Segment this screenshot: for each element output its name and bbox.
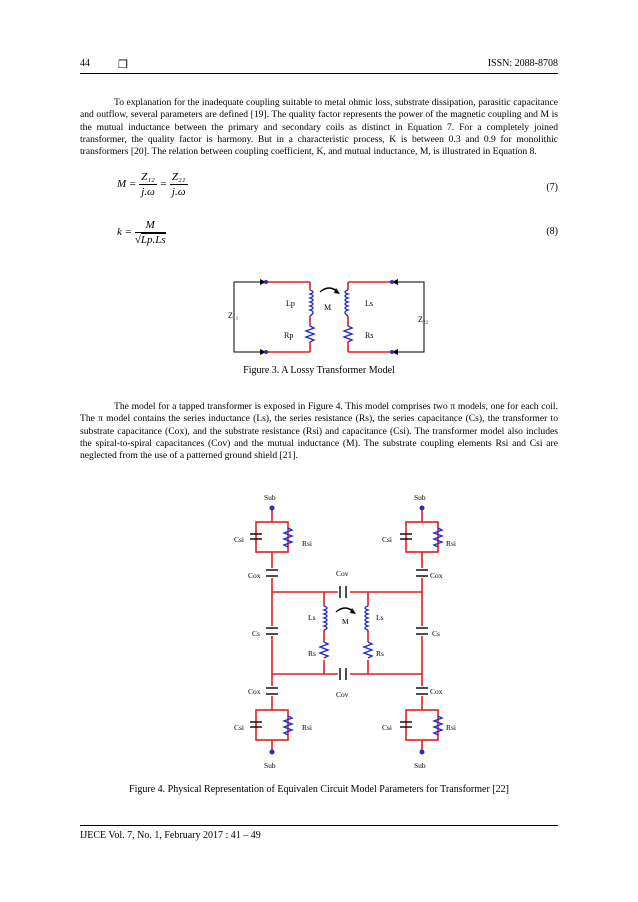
label-cs-left: Cs <box>252 629 260 638</box>
label-rsi-tr: Rsi <box>446 539 457 548</box>
equation-7: M = $\frac{\text{Z₁₂}}{j.\omega}$ = $\frac{\text{Z₂₁}}{j.\omega}$ <box>117 171 186 198</box>
label-cox-tr: Cox <box>430 571 443 580</box>
label-rs: Rs <box>365 331 374 340</box>
figure-3-caption: Figure 3. A Lossy Transformer Model <box>243 365 395 376</box>
label-csi-tr: Csi <box>382 535 393 544</box>
label-z22: Z₂₂ <box>418 315 429 324</box>
label-csi-br: Csi <box>382 723 393 732</box>
label-csi-tl: Csi <box>234 535 245 544</box>
label-m: M <box>342 617 349 626</box>
label-ls-right: Ls <box>376 613 384 622</box>
label-cox-br: Cox <box>430 687 443 696</box>
label-rp: Rp <box>284 331 294 340</box>
equation-8: k = $\frac{M}{√Lp.Ls}$ <box>117 219 166 246</box>
label-rs-left: Rs <box>308 649 316 658</box>
figure-4-components <box>250 528 442 735</box>
label-rsi-bl: Rsi <box>302 723 313 732</box>
header-rule <box>80 73 558 74</box>
figure-3-diagram <box>220 276 440 360</box>
label-csi-bl: Csi <box>234 723 245 732</box>
label-rsi-br: Rsi <box>446 723 457 732</box>
label-m: M <box>324 303 332 312</box>
label-cox-tl: Cox <box>248 571 261 580</box>
label-rsi-tl: Rsi <box>302 539 313 548</box>
footer-citation: IJECE Vol. 7, No. 1, February 2017 : 41 – 49 <box>80 830 261 841</box>
label-sub-bl: Sub <box>264 761 276 770</box>
label-sub-br: Sub <box>414 761 426 770</box>
equation-7-number: (7) <box>546 182 558 193</box>
label-sub-tr: Sub <box>414 493 426 502</box>
label-ls-left: Ls <box>308 613 316 622</box>
figure-3-wires <box>266 282 392 352</box>
figure-3-arrows <box>234 282 424 352</box>
figure-4-caption: Figure 4. Physical Representation of Equivalen Circuit Model Parameters for Transformer [22] <box>129 784 509 795</box>
label-cox-bl: Cox <box>248 687 261 696</box>
label-sub-tl: Sub <box>264 493 276 502</box>
journal-symbol: ❒ <box>118 59 128 71</box>
figure-3-arrowheads <box>260 279 398 355</box>
label-ls: Ls <box>365 299 373 308</box>
figure-4-diagram <box>222 490 472 773</box>
issn: ISSN: 2088-8708 <box>487 58 558 69</box>
label-rs-right: Rs <box>376 649 384 658</box>
label-cov-bottom: Cov <box>336 690 349 699</box>
page-number: 44 <box>80 58 90 69</box>
label-cov-top: Cov <box>336 569 349 578</box>
paragraph-2: The model for a tapped transformer is exposed in Figure 4. This model comprises two π models, one for each coil. The π model contains the series inductance (Ls), the series resistance (Rs), the series capacitance (Cs), the transformer to substrate capacitance (Cox), and the substrate resistance (Rsi) and capacitance (Csi). The transformer model also includes the spiral-to-spiral capacitances (Cov) and the mutual inductance (M). The substrate coupling elements Rsi and Csi are neglected from the use of a patterned ground shield [21]. <box>80 401 558 462</box>
figure-4-nodes <box>270 506 425 755</box>
equation-8-number: (8) <box>546 226 558 237</box>
paragraph-1: To explanation for the inadequate coupling suitable to metal ohmic loss, substrate dissipation, parasitic capacitance and outflow, several parameters are defined [19]. The quality factor represents the power of the magnetic coupling and M is the mutual inductance between the primary and secondary coils as distinct in Equation 7. For a completely joined transformer, the quality factor is harmony. But in a characteristic process, K is between 0.3 and 0.9 for monolithic transformers [20]. The relation between coupling coefficient, K, and mutual inductance, M, is illustrated in Equation 8. <box>80 97 558 158</box>
footer-rule <box>80 825 558 826</box>
label-cs-right: Cs <box>432 629 440 638</box>
figure-3-components <box>306 288 352 342</box>
label-z11: Z₁₁ <box>228 311 239 320</box>
label-lp: Lp <box>286 299 295 308</box>
